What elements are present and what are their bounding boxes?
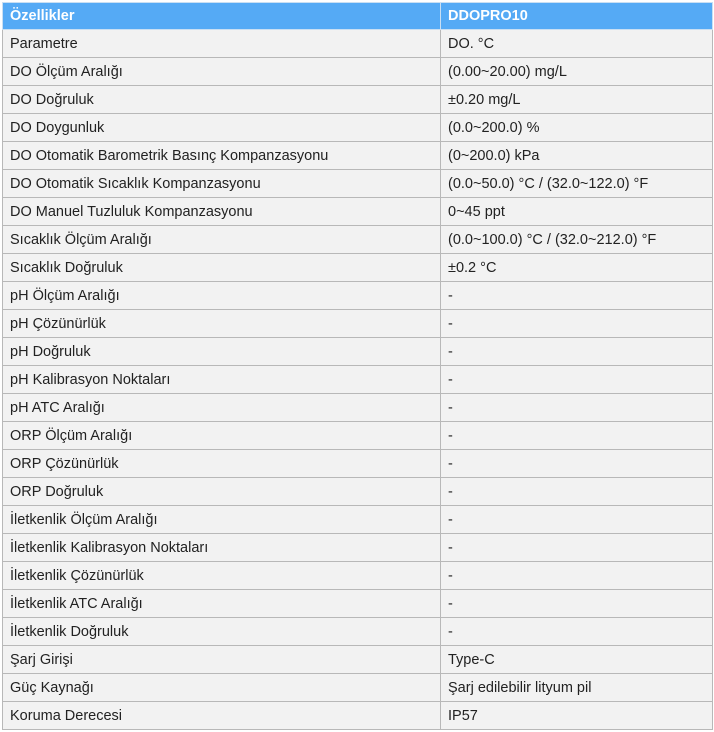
feature-cell: DO Manuel Tuzluluk Kompanzasyonu	[3, 198, 441, 226]
spec-table-body	[3, 30, 713, 730]
value-cell: -	[441, 394, 713, 422]
feature-cell: ORP Ölçüm Aralığı	[3, 422, 441, 450]
table-row	[3, 450, 713, 478]
value-cell: IP57	[441, 702, 713, 730]
header-model-cell: DDOPRO10	[441, 3, 713, 30]
value-cell: -	[441, 366, 713, 394]
header-row	[3, 3, 713, 30]
value-cell: -	[441, 422, 713, 450]
value-cell: -	[441, 478, 713, 506]
value-cell: (0~200.0) kPa	[441, 142, 713, 170]
feature-cell: DO Otomatik Sıcaklık Kompanzasyonu	[3, 170, 441, 198]
table-row	[3, 534, 713, 562]
table-row	[3, 674, 713, 702]
feature-cell: pH Doğruluk	[3, 338, 441, 366]
table-row	[3, 198, 713, 226]
value-cell: -	[441, 450, 713, 478]
table-row	[3, 170, 713, 198]
feature-cell: Sıcaklık Ölçüm Aralığı	[3, 226, 441, 254]
table-row	[3, 590, 713, 618]
feature-cell: ORP Doğruluk	[3, 478, 441, 506]
value-cell: -	[441, 338, 713, 366]
feature-cell: Şarj Girişi	[3, 646, 441, 674]
table-row	[3, 254, 713, 282]
table-row	[3, 58, 713, 86]
spec-table	[2, 2, 713, 730]
value-cell: -	[441, 590, 713, 618]
table-row	[3, 422, 713, 450]
table-row	[3, 338, 713, 366]
table-row	[3, 310, 713, 338]
feature-cell: ORP Çözünürlük	[3, 450, 441, 478]
feature-cell: Güç Kaynağı	[3, 674, 441, 702]
value-cell: -	[441, 562, 713, 590]
table-row	[3, 142, 713, 170]
feature-cell: DO Ölçüm Aralığı	[3, 58, 441, 86]
feature-cell: İletkenlik Doğruluk	[3, 618, 441, 646]
feature-cell: pH Kalibrasyon Noktaları	[3, 366, 441, 394]
feature-cell: İletkenlik Kalibrasyon Noktaları	[3, 534, 441, 562]
value-cell: (0.0~100.0) °C / (32.0~212.0) °F	[441, 226, 713, 254]
value-cell: -	[441, 310, 713, 338]
table-row	[3, 226, 713, 254]
table-row	[3, 30, 713, 58]
feature-cell: pH Çözünürlük	[3, 310, 441, 338]
table-row	[3, 114, 713, 142]
table-row	[3, 702, 713, 730]
feature-cell: İletkenlik Ölçüm Aralığı	[3, 506, 441, 534]
feature-cell: İletkenlik ATC Aralığı	[3, 590, 441, 618]
feature-cell: DO Doğruluk	[3, 86, 441, 114]
table-row	[3, 562, 713, 590]
feature-cell: DO Otomatik Barometrik Basınç Kompanzasyonu	[3, 142, 441, 170]
table-row	[3, 282, 713, 310]
value-cell: ±0.20 mg/L	[441, 86, 713, 114]
value-cell: 0~45 ppt	[441, 198, 713, 226]
header-feature-cell: Özellikler	[3, 3, 441, 30]
value-cell: -	[441, 506, 713, 534]
feature-cell: İletkenlik Çözünürlük	[3, 562, 441, 590]
value-cell: (0.00~20.00) mg/L	[441, 58, 713, 86]
feature-cell: pH Ölçüm Aralığı	[3, 282, 441, 310]
table-row	[3, 86, 713, 114]
table-row	[3, 478, 713, 506]
table-row	[3, 394, 713, 422]
feature-cell: Parametre	[3, 30, 441, 58]
feature-cell: Sıcaklık Doğruluk	[3, 254, 441, 282]
value-cell: ±0.2 °C	[441, 254, 713, 282]
value-cell: -	[441, 282, 713, 310]
table-row	[3, 506, 713, 534]
value-cell: Şarj edilebilir lityum pil	[441, 674, 713, 702]
value-cell: -	[441, 618, 713, 646]
value-cell: DO. °C	[441, 30, 713, 58]
feature-cell: Koruma Derecesi	[3, 702, 441, 730]
value-cell: -	[441, 534, 713, 562]
table-row	[3, 646, 713, 674]
value-cell: (0.0~200.0) %	[441, 114, 713, 142]
spec-table-header	[3, 3, 713, 30]
value-cell: (0.0~50.0) °C / (32.0~122.0) °F	[441, 170, 713, 198]
table-row	[3, 366, 713, 394]
table-row	[3, 618, 713, 646]
feature-cell: pH ATC Aralığı	[3, 394, 441, 422]
feature-cell: DO Doygunluk	[3, 114, 441, 142]
value-cell: Type-C	[441, 646, 713, 674]
